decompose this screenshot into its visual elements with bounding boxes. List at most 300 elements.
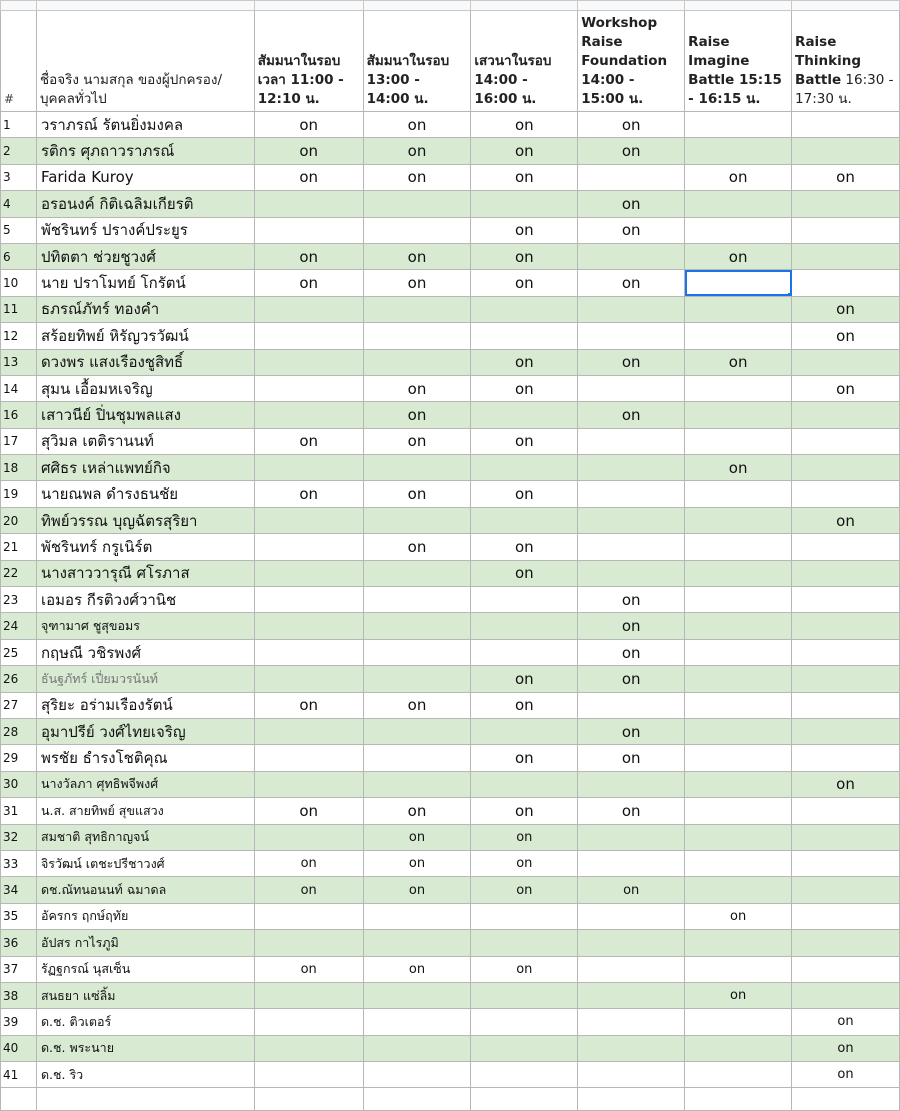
session-3-cell[interactable]: on: [471, 481, 578, 507]
session-4-cell[interactable]: on: [578, 112, 685, 138]
session-1-cell[interactable]: [254, 771, 363, 797]
session-3-cell[interactable]: on: [471, 798, 578, 824]
session-6-cell[interactable]: [792, 850, 900, 876]
session-3-cell[interactable]: [471, 639, 578, 665]
session-5-cell[interactable]: [685, 1035, 792, 1061]
empty-cell[interactable]: [1, 1088, 37, 1111]
session-4-cell[interactable]: [578, 956, 685, 982]
row-number-cell[interactable]: 30: [1, 771, 37, 797]
session-6-cell[interactable]: [792, 534, 900, 560]
col-strip-cell[interactable]: [1, 1, 37, 11]
session-3-cell[interactable]: on: [471, 560, 578, 586]
name-cell[interactable]: วราภรณ์ รัตนยิ่งมงคล: [36, 112, 254, 138]
session-3-cell[interactable]: on: [471, 217, 578, 243]
session-4-cell[interactable]: [578, 1009, 685, 1035]
session-1-cell[interactable]: on: [254, 692, 363, 718]
session-3-cell[interactable]: [471, 930, 578, 956]
name-cell[interactable]: ด.ช. ริว: [36, 1062, 254, 1088]
session-3-cell[interactable]: on: [471, 243, 578, 269]
session-6-cell[interactable]: [792, 613, 900, 639]
session-3-cell[interactable]: on: [471, 112, 578, 138]
row-number-cell[interactable]: 21: [1, 534, 37, 560]
name-cell[interactable]: ทิพย์วรรณ บุญฉัตรสุริยา: [36, 507, 254, 533]
session-6-cell[interactable]: on: [792, 1035, 900, 1061]
session-6-cell[interactable]: [792, 270, 900, 296]
session-4-cell[interactable]: [578, 692, 685, 718]
session-5-cell[interactable]: [685, 1009, 792, 1035]
session-6-cell[interactable]: [792, 587, 900, 613]
session-6-cell[interactable]: [792, 481, 900, 507]
session-6-cell[interactable]: [792, 692, 900, 718]
session-6-cell[interactable]: on: [792, 1062, 900, 1088]
session-6-cell[interactable]: [792, 191, 900, 217]
empty-cell[interactable]: [792, 1088, 900, 1111]
header-session-5[interactable]: Raise Imagine Battle 15:15 - 16:15 น.: [685, 11, 792, 112]
session-1-cell[interactable]: [254, 639, 363, 665]
session-4-cell[interactable]: on: [578, 639, 685, 665]
empty-cell[interactable]: [254, 1088, 363, 1111]
session-5-cell[interactable]: [685, 534, 792, 560]
name-cell[interactable]: ด.ช. ติวเตอร์: [36, 1009, 254, 1035]
row-number-cell[interactable]: 13: [1, 349, 37, 375]
session-4-cell[interactable]: [578, 428, 685, 454]
row-number-cell[interactable]: 28: [1, 718, 37, 744]
session-4-cell[interactable]: [578, 164, 685, 190]
name-cell[interactable]: จิรวัฒน์ เตชะปรีชาวงศ์: [36, 850, 254, 876]
session-6-cell[interactable]: [792, 455, 900, 481]
session-2-cell[interactable]: [363, 771, 471, 797]
session-3-cell[interactable]: [471, 1062, 578, 1088]
session-3-cell[interactable]: on: [471, 349, 578, 375]
session-2-cell[interactable]: [363, 639, 471, 665]
session-5-cell[interactable]: [685, 112, 792, 138]
session-2-cell[interactable]: on: [363, 138, 471, 164]
session-1-cell[interactable]: [254, 930, 363, 956]
name-cell[interactable]: สุมน เอื้อมหเจริญ: [36, 375, 254, 401]
session-3-cell[interactable]: on: [471, 534, 578, 560]
session-5-cell[interactable]: [685, 613, 792, 639]
session-1-cell[interactable]: [254, 587, 363, 613]
session-2-cell[interactable]: [363, 217, 471, 243]
session-4-cell[interactable]: [578, 560, 685, 586]
name-cell[interactable]: ด.ช. พระนาย: [36, 1035, 254, 1061]
session-6-cell[interactable]: on: [792, 164, 900, 190]
session-2-cell[interactable]: [363, 718, 471, 744]
row-number-cell[interactable]: 6: [1, 243, 37, 269]
session-3-cell[interactable]: on: [471, 428, 578, 454]
session-4-cell[interactable]: [578, 481, 685, 507]
name-cell[interactable]: รติกร ศุภถาวราภรณ์: [36, 138, 254, 164]
row-number-cell[interactable]: 3: [1, 164, 37, 190]
session-4-cell[interactable]: on: [578, 270, 685, 296]
row-number-cell[interactable]: 17: [1, 428, 37, 454]
col-strip-cell[interactable]: [36, 1, 254, 11]
col-strip-cell[interactable]: [578, 1, 685, 11]
session-5-cell[interactable]: on: [685, 903, 792, 929]
name-cell[interactable]: กฤษณี วชิรพงศ์: [36, 639, 254, 665]
session-5-cell[interactable]: [685, 323, 792, 349]
session-5-cell[interactable]: [685, 296, 792, 322]
session-2-cell[interactable]: on: [363, 428, 471, 454]
session-1-cell[interactable]: [254, 507, 363, 533]
session-4-cell[interactable]: on: [578, 718, 685, 744]
name-cell[interactable]: นาย ปราโมทย์ โกรัตน์: [36, 270, 254, 296]
row-number-cell[interactable]: 36: [1, 930, 37, 956]
session-3-cell[interactable]: [471, 507, 578, 533]
session-3-cell[interactable]: [471, 903, 578, 929]
session-2-cell[interactable]: [363, 745, 471, 771]
session-5-cell[interactable]: [685, 375, 792, 401]
row-number-cell[interactable]: 1: [1, 112, 37, 138]
session-5-cell[interactable]: on: [685, 455, 792, 481]
session-3-cell[interactable]: [471, 455, 578, 481]
session-2-cell[interactable]: [363, 349, 471, 375]
session-4-cell[interactable]: on: [578, 191, 685, 217]
session-1-cell[interactable]: on: [254, 481, 363, 507]
session-5-cell[interactable]: [685, 217, 792, 243]
session-3-cell[interactable]: on: [471, 138, 578, 164]
session-1-cell[interactable]: on: [254, 112, 363, 138]
session-1-cell[interactable]: on: [254, 877, 363, 903]
session-5-cell[interactable]: on: [685, 982, 792, 1008]
session-1-cell[interactable]: on: [254, 164, 363, 190]
session-4-cell[interactable]: [578, 824, 685, 850]
session-2-cell[interactable]: [363, 1035, 471, 1061]
session-6-cell[interactable]: [792, 349, 900, 375]
session-3-cell[interactable]: [471, 296, 578, 322]
header-name[interactable]: ชื่อจริง นามสกุล ของผู้ปกครอง/บุคคลทั่วไป: [36, 11, 254, 112]
session-6-cell[interactable]: [792, 982, 900, 1008]
session-6-cell[interactable]: [792, 930, 900, 956]
session-5-cell[interactable]: on: [685, 164, 792, 190]
session-6-cell[interactable]: [792, 217, 900, 243]
session-2-cell[interactable]: on: [363, 534, 471, 560]
session-3-cell[interactable]: [471, 1009, 578, 1035]
session-6-cell[interactable]: [792, 666, 900, 692]
session-2-cell[interactable]: on: [363, 402, 471, 428]
session-5-cell[interactable]: [685, 191, 792, 217]
session-4-cell[interactable]: [578, 903, 685, 929]
row-number-cell[interactable]: 25: [1, 639, 37, 665]
session-1-cell[interactable]: [254, 349, 363, 375]
session-6-cell[interactable]: [792, 824, 900, 850]
name-cell[interactable]: ดช.ณัทนอนนท์ ฉมาดล: [36, 877, 254, 903]
col-strip-cell[interactable]: [471, 1, 578, 11]
col-strip-cell[interactable]: [254, 1, 363, 11]
session-4-cell[interactable]: on: [578, 745, 685, 771]
session-2-cell[interactable]: on: [363, 164, 471, 190]
session-5-cell[interactable]: [685, 824, 792, 850]
session-2-cell[interactable]: [363, 507, 471, 533]
session-2-cell[interactable]: on: [363, 692, 471, 718]
row-number-cell[interactable]: 29: [1, 745, 37, 771]
session-1-cell[interactable]: [254, 375, 363, 401]
session-1-cell[interactable]: on: [254, 243, 363, 269]
header-session-1[interactable]: สัมมนาในรอบ เวลา 11:00 - 12:10 น.: [254, 11, 363, 112]
session-4-cell[interactable]: on: [578, 613, 685, 639]
session-4-cell[interactable]: [578, 771, 685, 797]
session-3-cell[interactable]: on: [471, 692, 578, 718]
session-4-cell[interactable]: on: [578, 138, 685, 164]
session-2-cell[interactable]: [363, 560, 471, 586]
row-number-cell[interactable]: 34: [1, 877, 37, 903]
row-number-cell[interactable]: 39: [1, 1009, 37, 1035]
session-6-cell[interactable]: [792, 428, 900, 454]
session-3-cell[interactable]: on: [471, 375, 578, 401]
name-cell[interactable]: ธันฐภัทร์ เปี่ยมวรนันท์: [36, 666, 254, 692]
header-session-3[interactable]: เสวนาในรอบ 14:00 - 16:00 น.: [471, 11, 578, 112]
session-2-cell[interactable]: [363, 666, 471, 692]
session-1-cell[interactable]: on: [254, 850, 363, 876]
empty-cell[interactable]: [685, 1088, 792, 1111]
session-5-cell[interactable]: [685, 507, 792, 533]
name-cell[interactable]: สุริยะ อร่ามเรืองรัตน์: [36, 692, 254, 718]
session-3-cell[interactable]: on: [471, 666, 578, 692]
session-4-cell[interactable]: [578, 982, 685, 1008]
session-6-cell[interactable]: on: [792, 771, 900, 797]
session-2-cell[interactable]: on: [363, 850, 471, 876]
session-2-cell[interactable]: on: [363, 798, 471, 824]
name-cell[interactable]: เสาวนีย์ ปิ่นชุมพลแสง: [36, 402, 254, 428]
session-4-cell[interactable]: [578, 850, 685, 876]
header-session-4[interactable]: Workshop Raise Foundation 14:00 - 15:00 น.: [578, 11, 685, 112]
session-6-cell[interactable]: [792, 956, 900, 982]
row-number-cell[interactable]: 5: [1, 217, 37, 243]
row-number-cell[interactable]: 26: [1, 666, 37, 692]
session-2-cell[interactable]: on: [363, 824, 471, 850]
session-3-cell[interactable]: [471, 1035, 578, 1061]
session-5-cell[interactable]: [685, 745, 792, 771]
session-5-cell[interactable]: [685, 798, 792, 824]
name-cell[interactable]: น.ส. สายทิพย์ สุขแสวง: [36, 798, 254, 824]
session-4-cell[interactable]: on: [578, 402, 685, 428]
session-3-cell[interactable]: on: [471, 164, 578, 190]
session-6-cell[interactable]: [792, 877, 900, 903]
session-4-cell[interactable]: [578, 1062, 685, 1088]
session-6-cell[interactable]: [792, 138, 900, 164]
session-5-cell[interactable]: [685, 639, 792, 665]
name-cell[interactable]: นางสาววารุณี ศโรภาส: [36, 560, 254, 586]
session-2-cell[interactable]: [363, 191, 471, 217]
session-5-cell[interactable]: [685, 956, 792, 982]
name-cell[interactable]: สุวิมล เตติรานนท์: [36, 428, 254, 454]
session-3-cell[interactable]: on: [471, 270, 578, 296]
session-1-cell[interactable]: [254, 296, 363, 322]
session-1-cell[interactable]: [254, 613, 363, 639]
row-number-cell[interactable]: 27: [1, 692, 37, 718]
name-cell[interactable]: พัชรินทร์ ปรางค์ประยูร: [36, 217, 254, 243]
session-5-cell[interactable]: [685, 877, 792, 903]
name-cell[interactable]: นายณพล ดำรงธนชัย: [36, 481, 254, 507]
session-6-cell[interactable]: [792, 402, 900, 428]
row-number-cell[interactable]: 41: [1, 1062, 37, 1088]
session-1-cell[interactable]: on: [254, 270, 363, 296]
session-2-cell[interactable]: [363, 455, 471, 481]
session-1-cell[interactable]: [254, 982, 363, 1008]
session-5-cell[interactable]: [685, 428, 792, 454]
session-1-cell[interactable]: [254, 402, 363, 428]
row-number-cell[interactable]: 20: [1, 507, 37, 533]
session-6-cell[interactable]: on: [792, 507, 900, 533]
session-1-cell[interactable]: [254, 1062, 363, 1088]
session-1-cell[interactable]: on: [254, 956, 363, 982]
session-5-cell[interactable]: [685, 771, 792, 797]
name-cell[interactable]: อรอนงค์ กิติเฉลิมเกียรติ: [36, 191, 254, 217]
name-cell[interactable]: จุฑามาศ ชูสุขอมร: [36, 613, 254, 639]
row-number-cell[interactable]: 38: [1, 982, 37, 1008]
session-5-cell[interactable]: [685, 1062, 792, 1088]
session-4-cell[interactable]: on: [578, 666, 685, 692]
name-cell[interactable]: เอมอร กีรติวงศ์วานิช: [36, 587, 254, 613]
session-4-cell[interactable]: [578, 930, 685, 956]
row-number-cell[interactable]: 24: [1, 613, 37, 639]
name-cell[interactable]: อัปสร กาไรภูมิ: [36, 930, 254, 956]
session-3-cell[interactable]: [471, 982, 578, 1008]
session-1-cell[interactable]: [254, 455, 363, 481]
session-6-cell[interactable]: on: [792, 1009, 900, 1035]
session-1-cell[interactable]: [254, 1009, 363, 1035]
session-6-cell[interactable]: [792, 798, 900, 824]
col-strip-cell[interactable]: [363, 1, 471, 11]
session-1-cell[interactable]: [254, 217, 363, 243]
session-6-cell[interactable]: [792, 560, 900, 586]
session-1-cell[interactable]: [254, 745, 363, 771]
row-number-cell[interactable]: 18: [1, 455, 37, 481]
row-number-cell[interactable]: 35: [1, 903, 37, 929]
session-5-cell[interactable]: [685, 587, 792, 613]
session-1-cell[interactable]: [254, 718, 363, 744]
session-5-cell[interactable]: on: [685, 349, 792, 375]
session-6-cell[interactable]: [792, 718, 900, 744]
session-4-cell[interactable]: on: [578, 798, 685, 824]
session-1-cell[interactable]: [254, 191, 363, 217]
session-3-cell[interactable]: on: [471, 850, 578, 876]
session-5-cell[interactable]: [685, 850, 792, 876]
col-strip-cell[interactable]: [792, 1, 900, 11]
session-2-cell[interactable]: [363, 982, 471, 1008]
row-number-cell[interactable]: 40: [1, 1035, 37, 1061]
session-2-cell[interactable]: on: [363, 243, 471, 269]
empty-cell[interactable]: [36, 1088, 254, 1111]
session-2-cell[interactable]: [363, 1062, 471, 1088]
row-number-cell[interactable]: 16: [1, 402, 37, 428]
name-cell[interactable]: สมชาติ สุทธิกาญจน์: [36, 824, 254, 850]
name-cell[interactable]: อัครกร ฤกษ์ฤทัย: [36, 903, 254, 929]
session-1-cell[interactable]: on: [254, 138, 363, 164]
row-number-cell[interactable]: 32: [1, 824, 37, 850]
session-5-cell[interactable]: on: [685, 243, 792, 269]
session-5-cell[interactable]: [685, 481, 792, 507]
session-2-cell[interactable]: [363, 903, 471, 929]
session-4-cell[interactable]: [578, 455, 685, 481]
session-2-cell[interactable]: [363, 323, 471, 349]
session-5-cell[interactable]: [685, 560, 792, 586]
row-number-cell[interactable]: 14: [1, 375, 37, 401]
row-number-cell[interactable]: 22: [1, 560, 37, 586]
session-5-cell[interactable]: [685, 138, 792, 164]
session-4-cell[interactable]: [578, 507, 685, 533]
session-6-cell[interactable]: [792, 745, 900, 771]
name-cell[interactable]: Farida Kuroy: [36, 164, 254, 190]
session-5-cell[interactable]: [685, 666, 792, 692]
name-cell[interactable]: พรชัย ธำรงโชติคุณ: [36, 745, 254, 771]
session-4-cell[interactable]: [578, 296, 685, 322]
session-1-cell[interactable]: [254, 666, 363, 692]
row-number-cell[interactable]: 19: [1, 481, 37, 507]
session-3-cell[interactable]: [471, 402, 578, 428]
session-4-cell[interactable]: [578, 375, 685, 401]
name-cell[interactable]: ธภรณ์ภัทร์ ทองคำ: [36, 296, 254, 322]
name-cell[interactable]: อุมาปรีย์ วงศ์ไทยเจริญ: [36, 718, 254, 744]
session-4-cell[interactable]: [578, 243, 685, 269]
session-1-cell[interactable]: [254, 824, 363, 850]
name-cell[interactable]: สนธยา แซ่ลิ้ม: [36, 982, 254, 1008]
session-4-cell[interactable]: on: [578, 587, 685, 613]
name-cell[interactable]: สร้อยทิพย์ หิรัญวรวัฒน์: [36, 323, 254, 349]
name-cell[interactable]: ดวงพร แสงเรืองชูสิทธิ์: [36, 349, 254, 375]
name-cell[interactable]: ศศิธร เหล่าแพทย์กิจ: [36, 455, 254, 481]
empty-cell[interactable]: [363, 1088, 471, 1111]
row-number-cell[interactable]: 2: [1, 138, 37, 164]
session-4-cell[interactable]: [578, 1035, 685, 1061]
name-cell[interactable]: นางวัลภา ศุทธิพจีพงศ์: [36, 771, 254, 797]
session-2-cell[interactable]: on: [363, 877, 471, 903]
session-4-cell[interactable]: on: [578, 877, 685, 903]
session-6-cell[interactable]: on: [792, 296, 900, 322]
session-5-cell[interactable]: [685, 718, 792, 744]
header-session-6[interactable]: [792, 11, 900, 112]
session-1-cell[interactable]: [254, 903, 363, 929]
session-2-cell[interactable]: [363, 296, 471, 322]
session-2-cell[interactable]: [363, 587, 471, 613]
session-5-cell[interactable]: [685, 692, 792, 718]
session-3-cell[interactable]: on: [471, 745, 578, 771]
session-3-cell[interactable]: [471, 191, 578, 217]
session-3-cell[interactable]: [471, 771, 578, 797]
row-number-cell[interactable]: 37: [1, 956, 37, 982]
session-6-cell[interactable]: [792, 112, 900, 138]
session-1-cell[interactable]: [254, 323, 363, 349]
session-3-cell[interactable]: on: [471, 824, 578, 850]
session-2-cell[interactable]: on: [363, 956, 471, 982]
name-cell[interactable]: ปทิตตา ช่วยชูวงศ์: [36, 243, 254, 269]
name-cell[interactable]: รัฏฐกรณ์ นุสเซ็น: [36, 956, 254, 982]
col-strip-cell[interactable]: [685, 1, 792, 11]
session-1-cell[interactable]: on: [254, 428, 363, 454]
session-2-cell[interactable]: on: [363, 481, 471, 507]
session-1-cell[interactable]: [254, 1035, 363, 1061]
session-1-cell[interactable]: on: [254, 798, 363, 824]
row-number-cell[interactable]: 11: [1, 296, 37, 322]
session-4-cell[interactable]: [578, 534, 685, 560]
row-number-cell[interactable]: 33: [1, 850, 37, 876]
session-3-cell[interactable]: on: [471, 956, 578, 982]
session-3-cell[interactable]: [471, 323, 578, 349]
session-2-cell[interactable]: [363, 613, 471, 639]
session-1-cell[interactable]: [254, 534, 363, 560]
row-number-cell[interactable]: 4: [1, 191, 37, 217]
session-3-cell[interactable]: [471, 613, 578, 639]
session-4-cell[interactable]: [578, 323, 685, 349]
row-number-cell[interactable]: 12: [1, 323, 37, 349]
session-2-cell[interactable]: [363, 930, 471, 956]
session-5-cell[interactable]: [685, 270, 792, 296]
session-3-cell[interactable]: [471, 718, 578, 744]
header-session-2[interactable]: สัมมนาในรอบ 13:00 - 14:00 น.: [363, 11, 471, 112]
session-2-cell[interactable]: [363, 1009, 471, 1035]
session-4-cell[interactable]: on: [578, 349, 685, 375]
session-6-cell[interactable]: [792, 639, 900, 665]
